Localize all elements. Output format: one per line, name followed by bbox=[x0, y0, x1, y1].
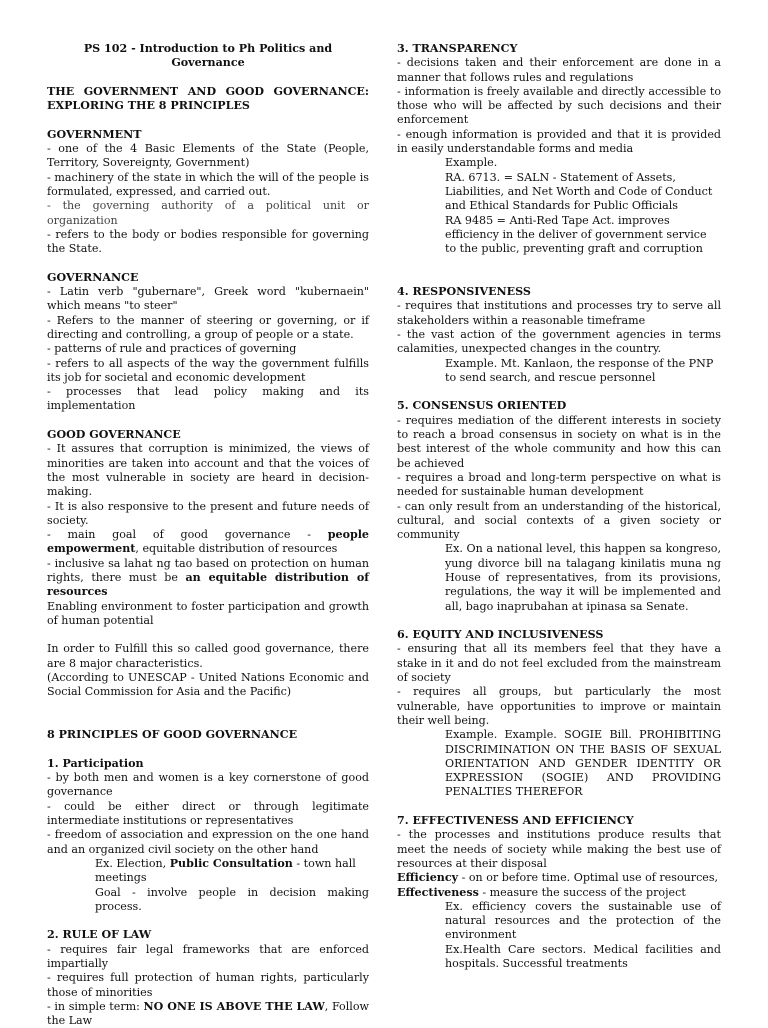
text-run: - on or before time. Optimal use of resources, bbox=[458, 871, 719, 885]
transparency-line: - decisions taken and their enforcement are done in a manner that follows rules and regulations bbox=[397, 56, 721, 84]
principles-heading: 8 PRINCIPLES OF GOOD GOVERNANCE bbox=[47, 728, 298, 742]
consensus-example: Ex. On a national level, this happen sa kongreso, yung divorce bill na talagang kinilatis muna ng House of representatives, from its provisions, regulations, the way it will be implemented and all, bago inaprubahan at ipinasa sa Senate. bbox=[445, 542, 721, 613]
consensus-line: - can only result from an understanding of the historical, cultural, and social contexts of a given society or community bbox=[397, 499, 721, 542]
right-column bbox=[397, 42, 721, 971]
responsiveness-example: Example. Mt. Kanlaon, the response of the PNP to send search, and rescue personnel bbox=[445, 356, 714, 384]
equity-line: - ensuring that all its members feel that they have a stake in it and do not feel excluded from the mainstream of society bbox=[397, 642, 721, 685]
text-run: - town hall meetings bbox=[95, 856, 356, 885]
text-run: - main goal of good governance - bbox=[47, 528, 328, 542]
governance-heading: GOVERNANCE bbox=[47, 270, 139, 284]
effectiveness-line: - the processes and institutions produce results that meet the needs of society while making the best use of resources at their disposal bbox=[397, 828, 721, 870]
equity-heading: 6. EQUITY AND INCLUSIVENESS bbox=[397, 628, 604, 642]
governance-line: - Latin verb "gubernare", Greek word "kubernaein" which means "to steer" bbox=[47, 285, 369, 313]
unescap-note: (According to UNESCAP - United Nations Economic and Social Commission for Asia and the Pacific) bbox=[47, 671, 369, 699]
good-governance-line: - It is also responsive to the present and future needs of society. bbox=[47, 499, 369, 527]
government-line: - refers to the body or bodies responsible for governing the State. bbox=[47, 227, 369, 256]
rule-of-law-heading: 2. RULE OF LAW bbox=[47, 928, 152, 942]
responsiveness-line: - requires that institutions and processes try to serve all stakeholders within a reasonable timeframe bbox=[397, 299, 721, 327]
transparency-example-label: Example. bbox=[445, 156, 498, 170]
text-run: Ex. Election, bbox=[95, 856, 170, 870]
equity-line: - requires all groups, but particularly the most vulnerable, have opportunities to improve or maintain their well being. bbox=[397, 685, 721, 727]
participation-line: - could be either direct or through legitimate intermediate institutions or representatives bbox=[47, 799, 369, 828]
participation-line: - by both men and women is a key cornerstone of good governance bbox=[47, 771, 369, 799]
consensus-line: - requires mediation of the different interests in society to reach a broad consensus in society on what is in the best interest of the whole community and how this can be achieved bbox=[397, 413, 721, 470]
participation-line: - freedom of association and expression on the one hand and an organized civil society on the other hand bbox=[47, 828, 369, 856]
governance-line: - processes that lead policy making and its implementation bbox=[47, 385, 369, 413]
bold-text-run: Efficiency bbox=[397, 871, 459, 885]
consensus-heading: 5. CONSENSUS ORIENTED bbox=[397, 399, 567, 413]
transparency-line: - information is freely available and directly accessible to those who will be affected by such decisions and their enforcement bbox=[397, 84, 721, 127]
governance-line: - refers to all aspects of the way the government fulfills its job for societal and economic development bbox=[47, 356, 369, 384]
governance-line: - Refers to the manner of steering or governing, or if directing and controlling, a group of people or a state. bbox=[47, 313, 369, 341]
government-heading: GOVERNMENT bbox=[47, 127, 142, 141]
bold-text-run: people empowerment bbox=[47, 528, 369, 556]
bold-text-run: an equitable distribution of resources bbox=[47, 570, 369, 599]
responsiveness-line: - the vast action of the government agencies in terms calamities, unexpected changes in the country. bbox=[397, 327, 721, 356]
governance-line: - patterns of rule and practices of governing bbox=[47, 342, 297, 356]
bold-text-run: Effectiveness bbox=[397, 885, 479, 899]
government-line: - one of the 4 Basic Elements of the State (People, Territory, Sovereignty, Government) bbox=[47, 142, 369, 170]
text-run: - inclusive sa lahat ng tao based on protection on human rights, there must be bbox=[47, 556, 369, 584]
text-run: - measure the success of the project bbox=[478, 885, 686, 899]
text-run: - in simple term: bbox=[47, 999, 144, 1013]
fulfill-paragraph: In order to Fulfill this so called good governance, there are 8 major characteristics. bbox=[47, 642, 369, 670]
effectiveness-example: Ex. efficiency covers the sustainable use of natural resources and the protection of the environment bbox=[445, 899, 721, 942]
bold-text-run: NO ONE IS ABOVE THE LAW bbox=[143, 999, 325, 1013]
good-governance-heading: GOOD GOVERNANCE bbox=[47, 428, 181, 442]
text-run: , equitable distribution of resources bbox=[135, 542, 338, 556]
government-line: - machinery of the state in which the will of the people is formulated, expressed, and carried out. bbox=[47, 170, 369, 198]
course-title: PS 102 - Introduction to Ph Politics and Governance bbox=[83, 42, 333, 70]
efficiency-definition bbox=[397, 871, 721, 885]
transparency-example: RA 9485 = Anti-Red Tape Act. improves efficiency in the deliver of government service to the public, preventing graft and corruption bbox=[445, 213, 707, 256]
equity-example: Example. Example. SOGIE Bill. PROHIBITING DISCRIMINATION ON THE BASIS OF SEXUAL ORIENTATION AND GENDER IDENTITY OR EXPRESSION (SOGIE) AND PROVIDING PENALTIES THEREFOR bbox=[445, 728, 721, 799]
government-line: - the governing authority of a political unit or organization bbox=[47, 199, 369, 227]
rule-of-law-line: - requires full protection of human rights, particularly those of minorities bbox=[47, 971, 369, 999]
consensus-line: - requires a broad and long-term perspective on what is needed for sustainable human development bbox=[397, 470, 721, 499]
left-column bbox=[47, 42, 369, 1028]
rule-of-law-line: - requires fair legal frameworks that are enforced impartially bbox=[47, 942, 369, 970]
effectiveness-definition bbox=[397, 886, 721, 900]
effectiveness-example: Ex.Health Care sectors. Medical facilities and hospitals. Successful treatments bbox=[445, 942, 721, 970]
participation-heading: 1. Participation bbox=[47, 756, 144, 770]
main-heading: THE GOVERNMENT AND GOOD GOVERNANCE: EXPLORING THE 8 PRINCIPLES bbox=[47, 84, 369, 113]
transparency-line: - enough information is provided and that it is provided in easily understandable forms and media bbox=[397, 127, 721, 156]
text-run: , Follow the Law bbox=[47, 999, 369, 1028]
good-governance-line: Enabling environment to foster participation and growth of human potential bbox=[47, 599, 369, 627]
participation-goal: Goal - involve people in decision making process. bbox=[95, 885, 369, 913]
bold-text-run: Public Consultation bbox=[169, 856, 293, 870]
responsiveness-heading: 4. RESPONSIVENESS bbox=[397, 285, 531, 299]
good-governance-line: - It assures that corruption is minimized, the views of minorities are taken into account and that the voices of the most vulnerable in society are heard in decision-making. bbox=[47, 442, 369, 499]
participation-example bbox=[47, 857, 369, 886]
transparency-heading: 3. TRANSPARENCY bbox=[397, 42, 518, 55]
transparency-example: RA. 6713. = SALN - Statement of Assets, Liabilities, and Net Worth and Code of Conduct and Ethical Standards for Public Officials bbox=[445, 170, 713, 213]
good-governance-line bbox=[47, 557, 369, 600]
good-governance-line bbox=[47, 528, 369, 557]
effectiveness-heading: 7. EFFECTIVENESS AND EFFICIENCY bbox=[397, 814, 634, 828]
